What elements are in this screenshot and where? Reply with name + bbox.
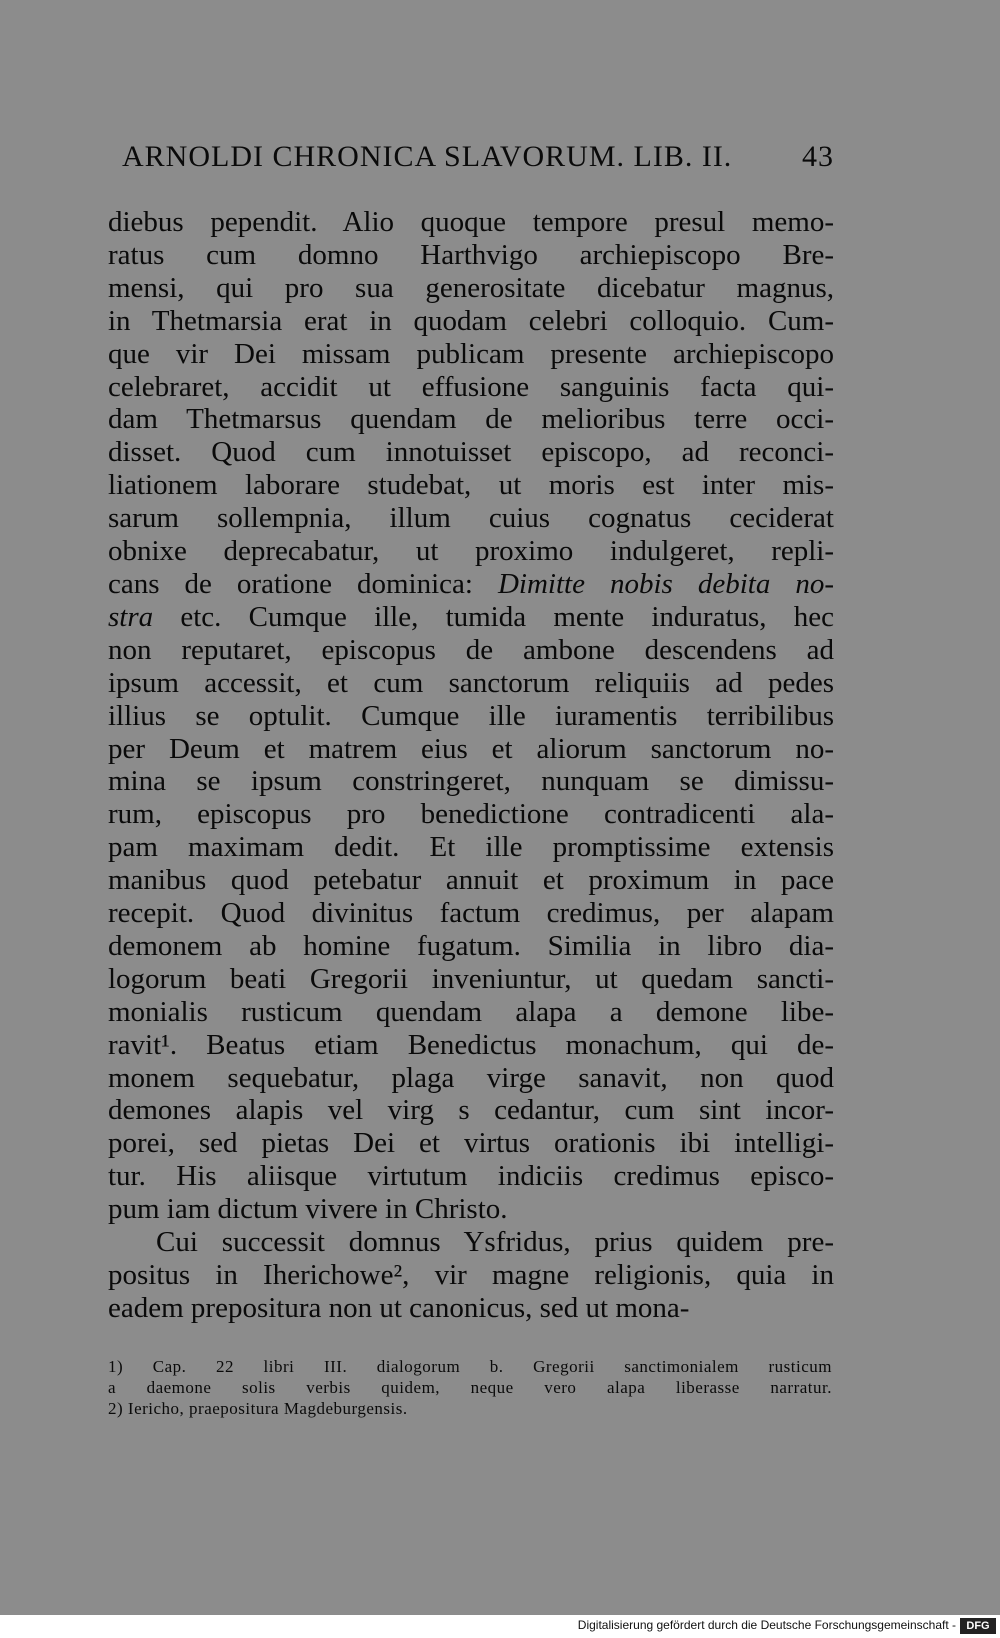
body-line: tur. His aliisque virtutum indiciis credimus episco- <box>108 1160 834 1193</box>
footnote-line: 1) Cap. 22 libri III. dialogorum b. Gregorii sanctimonialem rusticum <box>108 1357 832 1376</box>
page-number: 43 <box>802 140 834 173</box>
funding-credit: Digitalisierung gefördert durch die Deutsche Forschungsgemeinschaft - <box>577 1618 956 1632</box>
quotation-italic: Dimitte nobis debita no- <box>497 567 834 600</box>
quotation-italic: stra <box>108 600 154 633</box>
body-line: eadem prepositura non ut canonicus, sed ut mona- <box>108 1291 690 1324</box>
body-line: pum iam dictum vivere in Christo. <box>108 1193 508 1226</box>
running-title: ARNOLDI CHRONICA SLAVORUM. LIB. II. <box>122 140 733 173</box>
body-line: sarum sollempnia, illum cuius cognatus ceciderat <box>108 502 834 535</box>
body-line: monem sequebatur, plaga virge sanavit, non quod <box>108 1061 834 1094</box>
body-line: dam Thetmarsus quendam de melioribus terre occi- <box>108 403 834 436</box>
body-line: non reputaret, episcopus de ambone descendens ad <box>108 633 834 666</box>
body-line: monialis rusticum quendam alapa a demone libe- <box>108 995 834 1028</box>
body-line: mina se ipsum constringeret, nunquam se dimissu- <box>108 765 834 798</box>
body-line: illius se optulit. Cumque ille iuramentis terribilibus <box>108 699 834 732</box>
body-line: que vir Dei missam publicam presente archiepiscopo <box>108 337 834 370</box>
body-line: per Deum et matrem eius et aliorum sanctorum no- <box>108 732 834 765</box>
body-line: ipsum accessit, et cum sanctorum reliquiis ad pedes <box>108 666 834 699</box>
body-line: Cui successit domnus Ysfridus, prius quidem pre- <box>156 1226 834 1259</box>
body-line: manibus quod petebatur annuit et proximum in pace <box>108 864 834 897</box>
body-line: mensi, qui pro sua generositate dicebatur magnus, <box>108 271 834 304</box>
body-line: demones alapis vel virg s cedantur, cum sint incor- <box>108 1094 834 1127</box>
body-line: disset. Quod cum innotuisset episcopo, ad reconci- <box>108 436 834 469</box>
body-line: rum, episcopus pro benedictione contradicenti ala- <box>108 798 834 831</box>
body-line: demonem ab homine fugatum. Similia in libro dia- <box>108 929 834 962</box>
body-text <box>108 206 834 1325</box>
body-line: cans de oratione dominica: Dimitte nobis debita no- <box>108 567 834 600</box>
body-line: stra etc. Cumque ille, tumida mente induratus, hec <box>108 600 834 633</box>
footnote-line: a daemone solis verbis quidem, neque vero alapa liberasse narratur. <box>108 1378 832 1397</box>
page-header <box>122 140 834 174</box>
body-line: in Thetmarsia erat in quodam celebri colloquio. Cum- <box>108 304 834 337</box>
body-line: porei, sed pietas Dei et virtus orationis ibi intelligi- <box>108 1127 834 1160</box>
footnote-line: 2) Iericho, praepositura Magdeburgensis. <box>108 1399 408 1418</box>
footnotes <box>108 1356 832 1419</box>
body-line: recepit. Quod divinitus factum credimus, per alapam <box>108 897 834 930</box>
body-line: logorum beati Gregorii inveniuntur, ut quedam sancti- <box>108 962 834 995</box>
body-line: positus in Iherichowe², vir magne religionis, quia in <box>108 1259 834 1291</box>
body-line: ratus cum domno Harthvigo archiepiscopo Bre- <box>108 238 834 271</box>
dfg-logo: DFG <box>960 1618 996 1634</box>
body-line: pam maximam dedit. Et ille promptissime extensis <box>108 831 834 864</box>
body-line: ravit¹. Beatus etiam Benedictus monachum, qui de- <box>108 1028 834 1061</box>
footer-bar <box>0 1615 1000 1638</box>
body-line: obnixe deprecabatur, ut proximo indulgeret, repli- <box>108 535 834 568</box>
body-line: liationem laborare studebat, ut moris est inter mis- <box>108 469 834 502</box>
body-line: celebraret, accidit ut effusione sanguinis facta qui- <box>108 370 834 403</box>
body-line: diebus pependit. Alio quoque tempore presul memo- <box>108 206 834 238</box>
